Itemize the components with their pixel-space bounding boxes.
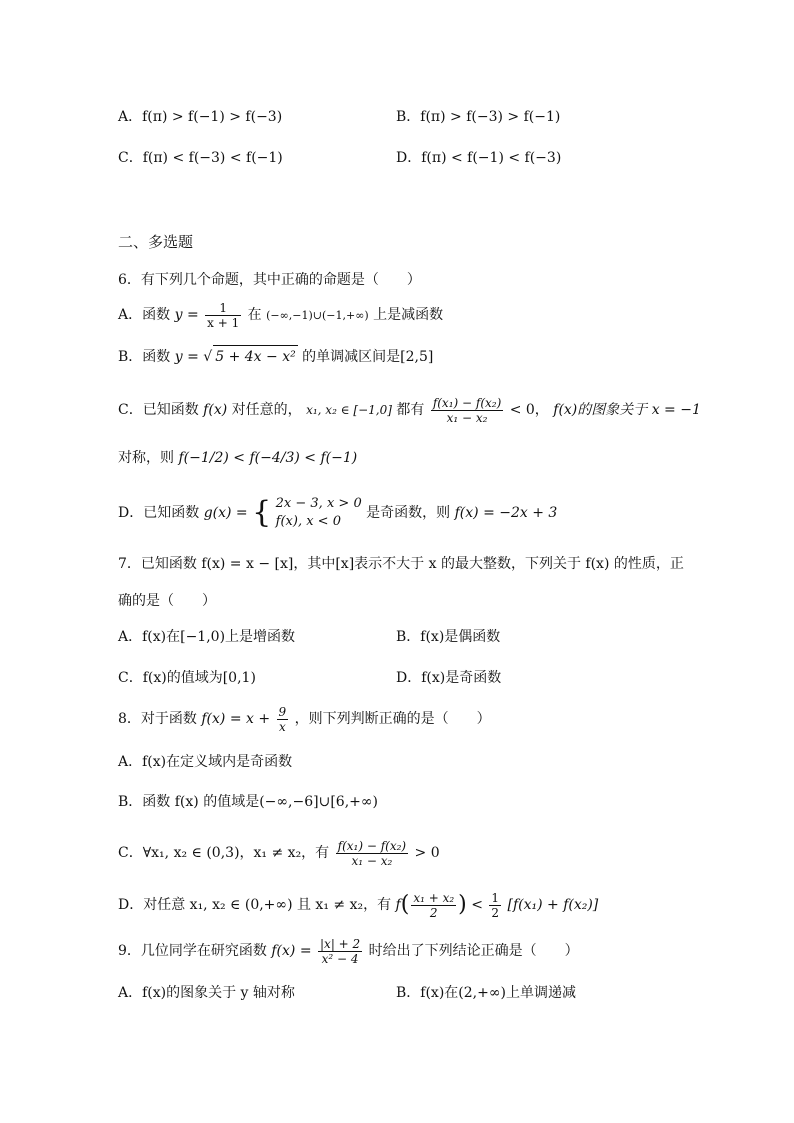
- q8-d-suffix: [f(x₁) + f(x₂)]: [507, 897, 599, 913]
- q8-d-half: [489, 891, 501, 920]
- q6-a-suffix: 上是减函数: [373, 307, 444, 323]
- q8-c-fraction: [336, 839, 408, 868]
- q6-d-cases: [276, 495, 362, 531]
- q6-d-suffix: 是奇函数，则: [366, 505, 451, 521]
- q6-c-mid: 对任意的，: [231, 402, 302, 418]
- q6-option-a: [118, 298, 443, 333]
- q8-option-a: A．f(x)在定义域内是奇函数: [118, 754, 293, 770]
- q6-c-line2-expr: f(−1/2) < f(−4/3) < f(−1): [178, 450, 358, 466]
- q8-c-numerator: f(x₁) − f(x₂): [337, 838, 407, 853]
- q8-stem-fn: f(x) = x +: [201, 711, 271, 727]
- q6-c-prefix: C．已知函数: [118, 402, 199, 418]
- q7-option-b: B．f(x)是偶函数: [396, 629, 501, 645]
- q9-stem-prefix: 9．几位同学在研究函数: [118, 943, 267, 959]
- left-paren-icon: (: [400, 892, 410, 917]
- q5-option-a: A．f(π) > f(−1) > f(−3): [118, 109, 283, 125]
- q6-a-mid: 在: [247, 307, 262, 323]
- q6-c-symmetry: f(x)的图象关于 x = −1: [553, 402, 701, 418]
- q6-option-c-line2: [118, 447, 357, 469]
- q6-b-lhs: y =: [174, 349, 199, 365]
- q6-d-case1: 2x − 3, x > 0: [275, 496, 362, 511]
- q8-d-denominator: 2: [429, 905, 438, 920]
- q6-c-inequality: < 0，: [509, 402, 549, 418]
- q5-option-d: D．f(π) < f(−1) < f(−3): [396, 150, 562, 166]
- q8-d-half-numerator: 1: [491, 890, 500, 905]
- q6-a-numerator: 1: [205, 301, 241, 316]
- q9-stem-denominator: x² − 4: [321, 951, 359, 966]
- q6-d-prefix: D．已知函数: [118, 505, 200, 521]
- q6-b-suffix: 的单调减区间是[2,5]: [302, 349, 434, 365]
- q7-stem-line2: 确的是（ ）: [118, 593, 216, 609]
- q8-stem-suffix: ，则下列判断正确的是（ ）: [294, 711, 491, 727]
- q5-option-b: B．f(π) > f(−3) > f(−1): [396, 109, 561, 125]
- q6-b-radicand: 5 + 4x − x²: [213, 345, 297, 368]
- q6-c-fx: f(x): [203, 402, 228, 418]
- q6-c-condition: x₁, x₂ ∈ [−1,0]: [306, 403, 392, 417]
- q9-stem-fn: f(x) =: [271, 943, 312, 959]
- q9-option-a: A．f(x)的图象关于 y 轴对称: [118, 985, 295, 1001]
- q6-a-interval: (−∞,−1)∪(−1,+∞): [266, 309, 369, 322]
- q9-option-b: B．f(x)在(2,+∞)上单调递减: [396, 985, 576, 1001]
- q7-option-a: A．f(x)在[−1,0)上是增函数: [118, 629, 296, 645]
- q6-c-mid2: 都有: [396, 402, 425, 418]
- q7-option-c: C．f(x)的值域为[0,1): [118, 670, 256, 686]
- q8-stem-fraction: [277, 705, 289, 734]
- q6-option-b: [118, 345, 433, 368]
- q6-a-denominator: x + 1: [207, 315, 240, 330]
- q8-d-numerator: x₁ + x₂: [413, 890, 455, 905]
- q6-option-d: [118, 493, 557, 533]
- q6-option-c: [118, 392, 701, 428]
- left-brace-icon: {: [252, 495, 272, 530]
- q5-option-c: C．f(π) < f(−3) < f(−1): [118, 150, 283, 166]
- q8-stem-numerator: 9: [278, 704, 287, 719]
- sqrt-icon: √: [203, 349, 213, 365]
- q7-stem-line1: 7．已知函数 f(x) = x − [x]，其中[x]表示不大于 x 的最大整数，下列关于 f(x) 的性质，正: [118, 556, 684, 572]
- q8-d-half-denominator: 2: [491, 905, 500, 920]
- q8-stem-prefix: 8．对于函数: [118, 711, 197, 727]
- q8-d-lt: <: [471, 897, 483, 913]
- q7-option-d: D．f(x)是奇函数: [396, 670, 502, 686]
- q8-option-b: B．函数 f(x) 的值域是(−∞,−6]∪[6,+∞): [118, 794, 378, 810]
- q6-c-fraction: [431, 396, 503, 425]
- q9-stem-suffix: 时给出了下列结论正确是（ ）: [368, 943, 579, 959]
- q9-stem-numerator: |x| + 2: [320, 936, 361, 951]
- q8-c-suffix: > 0: [414, 845, 440, 861]
- q6-d-result: f(x) = −2x + 3: [454, 505, 558, 521]
- q6-c-line2-prefix: 对称，则: [118, 450, 174, 466]
- q9-stem-fraction: [318, 937, 362, 966]
- q6-a-fraction: [205, 301, 241, 330]
- q9-stem: [118, 934, 579, 968]
- q8-option-d: [118, 886, 598, 924]
- q6-c-numerator: f(x₁) − f(x₂): [432, 395, 502, 410]
- q6-b-prefix: B．函数: [118, 349, 171, 365]
- q6-a-lhs: y =: [174, 307, 199, 323]
- q8-stem-denominator: x: [278, 719, 286, 734]
- q8-stem: [118, 702, 491, 736]
- q6-d-g: g(x) =: [203, 505, 248, 521]
- q8-d-prefix: D．对任意 x₁, x₂ ∈ (0,+∞) 且 x₁ ≠ x₂，有: [118, 897, 392, 913]
- q8-c-denominator: x₁ − x₂: [351, 853, 393, 868]
- q8-d-fraction: [411, 891, 456, 920]
- q6-d-case2: f(x), x < 0: [275, 514, 341, 529]
- right-paren-icon: ): [458, 892, 467, 917]
- q6-a-prefix: A．函数: [118, 307, 171, 323]
- q6-stem: 6．有下列几个命题，其中正确的命题是（ ）: [118, 272, 421, 288]
- q8-option-c: [118, 834, 440, 872]
- q6-c-denominator: x₁ − x₂: [446, 410, 488, 425]
- q8-d-f: f: [395, 897, 401, 913]
- section-heading: 二、多选题: [118, 233, 194, 251]
- q8-c-prefix: C．∀x₁, x₂ ∈ (0,3)，x₁ ≠ x₂，有: [118, 845, 330, 861]
